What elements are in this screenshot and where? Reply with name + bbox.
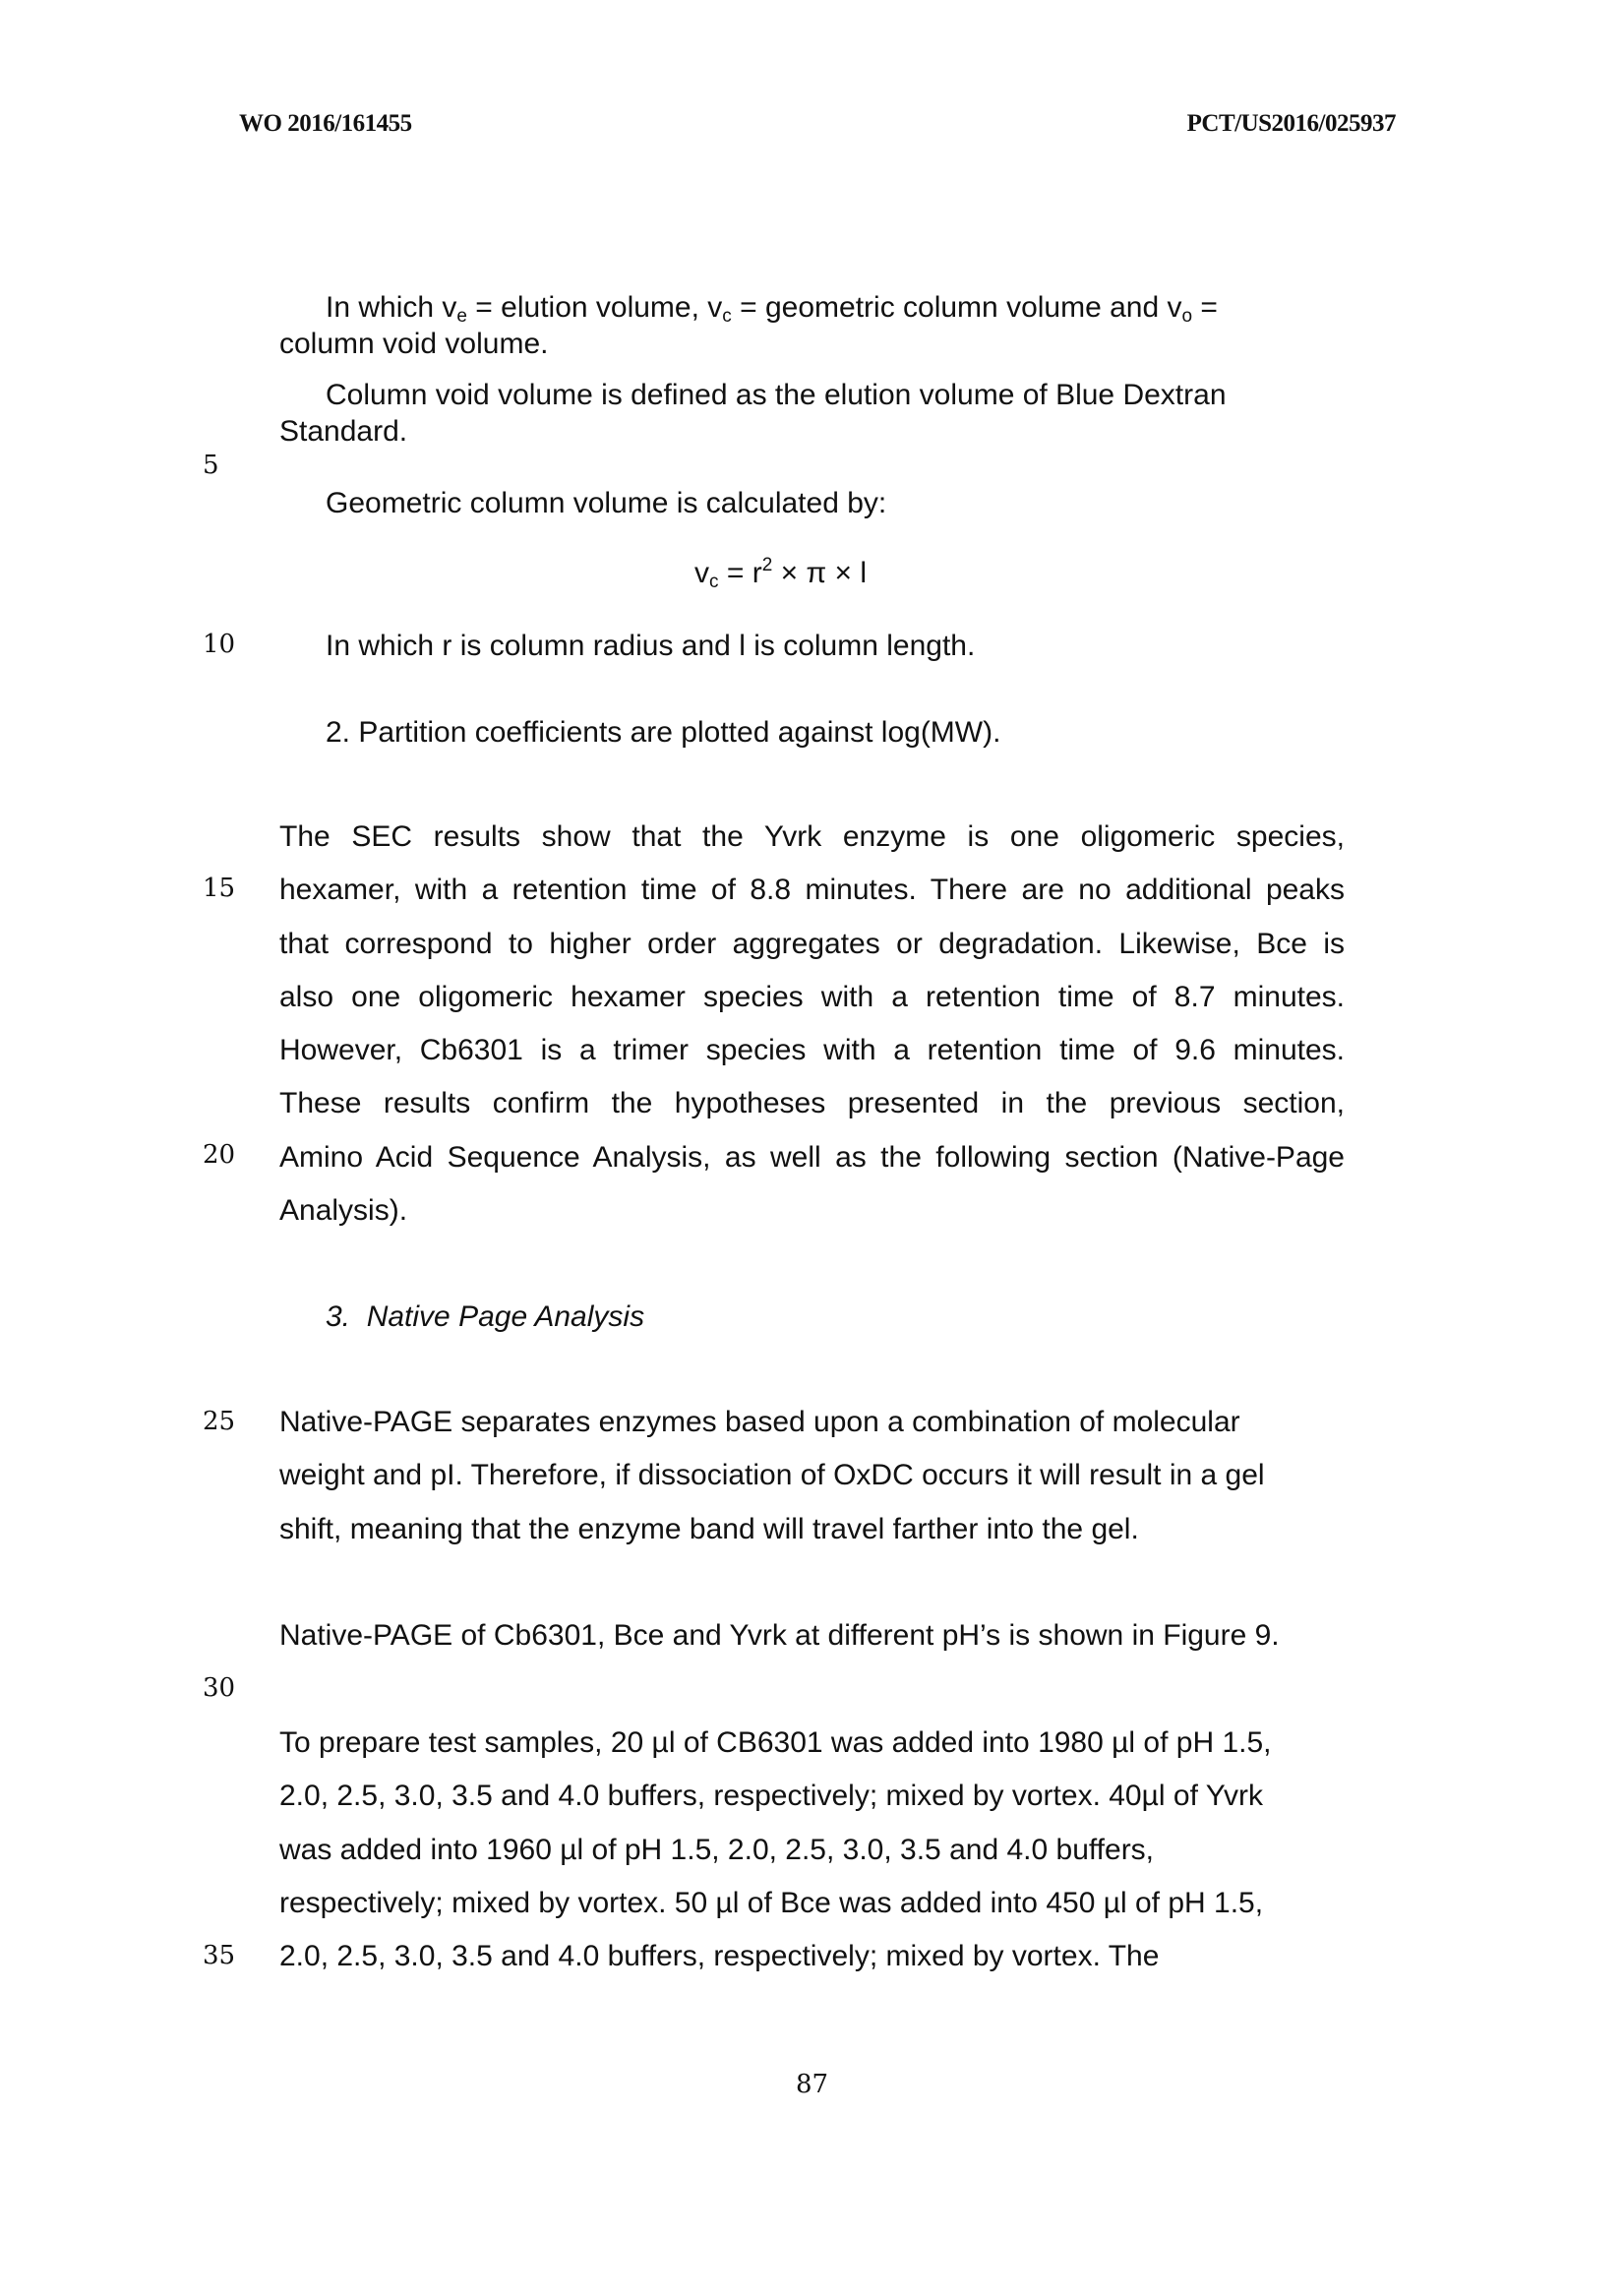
paragraph-line: To prepare test samples, 20 µl of CB6301 was added into 1980 µl of pH 1.5, (279, 1726, 1272, 1759)
paragraph-line: also one oligomeric hexamer species with a retention time of 8.7 minutes. (279, 980, 1345, 1013)
step-2-text: 2. Partition coefficients are plotted against log(MW). (326, 716, 1001, 749)
publication-number: WO 2016/161455 (239, 110, 412, 137)
paragraph-line: was added into 1960 µl of pH 1.5, 2.0, 2.5, 3.0, 3.5 and 4.0 buffers, (279, 1833, 1155, 1866)
sec-results-paragraph (279, 811, 1345, 1238)
line-number-35: 35 (203, 1941, 236, 1970)
paragraph-line: 2.0, 2.5, 3.0, 3.5 and 4.0 buffers, respectively; mixed by vortex. The (279, 1940, 1160, 1973)
line-number-30: 30 (203, 1673, 236, 1703)
paragraph-line: These results confirm the hypotheses presented in the previous section, (279, 1087, 1345, 1120)
sample-preparation-paragraph (279, 1717, 1272, 1983)
figure-reference: Native-PAGE of Cb6301, Bce and Yvrk at different pH’s is shown in Figure 9. (279, 1619, 1280, 1652)
section-number: 3. (326, 1300, 351, 1333)
line-number-5: 5 (203, 451, 219, 480)
formula: $v_c = r^2 \times \pi \times l$ (694, 555, 868, 592)
geometric-volume-intro: Geometric column volume is calculated by: (326, 487, 887, 519)
paragraph-line: shift, meaning that the enzyme band will travel farther into the gel. (279, 1512, 1139, 1545)
paragraph-line: hexamer, with a retention time of 8.8 minutes. There are no additional peaks (279, 874, 1345, 907)
application-number: PCT/US2016/025937 (1186, 110, 1396, 137)
section-title: Native Page Analysis (366, 1300, 645, 1333)
definition-line-1: In which $v_e$ = elution volume, $v_c$ = geometric column volume and $v_o$ = (326, 291, 1218, 327)
paragraph-line: Analysis). (279, 1194, 408, 1228)
line-number-10: 10 (203, 630, 236, 659)
paragraph-line: However, Cb6301 is a trimer species with a retention time of 9.6 minutes. (279, 1034, 1345, 1067)
line-number-25: 25 (203, 1407, 236, 1436)
definition-line-2: column void volume. (279, 328, 549, 360)
paragraph-line: The SEC results show that the Yvrk enzyme is one oligomeric species, (279, 820, 1345, 853)
native-page-paragraph (279, 1396, 1265, 1556)
paragraph-line: weight and pI. Therefore, if dissociation of OxDC occurs it will result in a gel (279, 1459, 1265, 1492)
page-number: 87 (795, 2070, 829, 2099)
radius-note: In which r is column radius and l is column length. (326, 630, 976, 662)
paragraph-line: that correspond to higher order aggregates or degradation. Likewise, Bce is (279, 927, 1345, 960)
paragraph-line: Amino Acid Sequence Analysis, as well as the following section (Native-Page (279, 1140, 1345, 1174)
paragraph-line: respectively; mixed by vortex. 50 µl of Bce was added into 450 µl of pH 1.5, (279, 1886, 1264, 1919)
paragraph-line: 2.0, 2.5, 3.0, 3.5 and 4.0 buffers, respectively; mixed by vortex. 40µl of Yvrk (279, 1780, 1264, 1813)
line-number-20: 20 (203, 1140, 236, 1170)
section-heading (326, 1300, 644, 1334)
line-number-15: 15 (203, 874, 236, 903)
paragraph-line: Native-PAGE separates enzymes based upon a combination of molecular (279, 1406, 1240, 1438)
void-volume-line-1: Column void volume is defined as the elution volume of Blue Dextran (326, 379, 1227, 411)
void-volume-line-2: Standard. (279, 415, 408, 448)
